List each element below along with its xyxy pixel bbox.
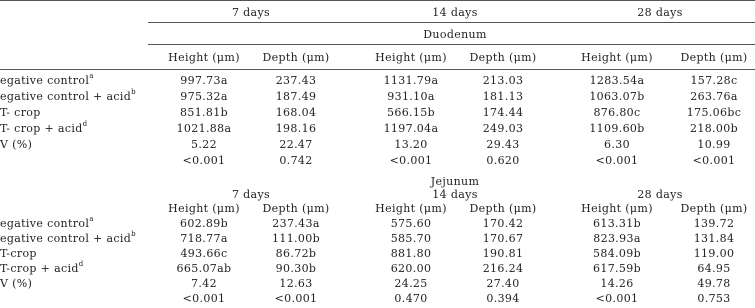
days-header-28: 28 days [637, 188, 683, 201]
table-cell: 7.42 [191, 277, 217, 290]
table-cell: 566.15b [387, 106, 435, 119]
table-cell: 22.47 [279, 138, 313, 151]
row-label: V (%) [0, 277, 33, 290]
table-cell: 170.67 [482, 232, 524, 245]
days-rule [148, 22, 755, 23]
days-header-14: 14 days [432, 6, 478, 19]
table-cell: 613.31b [593, 217, 641, 230]
table-cell: 0.620 [486, 154, 520, 167]
table-cell: 237.43a [272, 217, 320, 230]
days-header-7: 7 days [231, 188, 271, 201]
table-cell: 0.753 [697, 292, 731, 305]
table-cell: 1109.60b [589, 122, 645, 135]
row-label: egative control$^a$ [0, 72, 94, 87]
row-label: T- crop [0, 106, 41, 119]
col-header-depth-14: Depth (μm) [469, 202, 537, 215]
table-cell: 718.77a [180, 232, 228, 245]
table-cell: 216.24 [482, 262, 524, 275]
table-cell: <0.001 [692, 154, 736, 167]
table-cell: 1131.79a [383, 74, 439, 87]
top-rule [0, 0, 755, 1]
col-header-depth-14: Depth (μm) [469, 51, 537, 64]
table-cell: <0.001 [595, 154, 639, 167]
days-header-28: 28 days [637, 6, 683, 19]
col-header-height-14: Height (μm) [375, 202, 447, 215]
table-cell: <0.001 [182, 154, 226, 167]
row-label: egative control + acid$^b$ [0, 230, 136, 245]
table-cell: 584.09b [593, 247, 641, 260]
table-cell: 190.81 [482, 247, 524, 260]
table-cell: 1283.54a [589, 74, 645, 87]
table-cell: 249.03 [482, 122, 524, 135]
table-cell: 24.25 [394, 277, 428, 290]
table-cell: 0.394 [486, 292, 520, 305]
table-cell: 997.73a [180, 74, 228, 87]
table-cell: <0.001 [595, 292, 639, 305]
table-cell: 174.44 [482, 106, 524, 119]
table-cell: 218.00b [690, 122, 738, 135]
table-cell: 27.40 [486, 277, 520, 290]
section-title-jejunum: Jejunum [430, 175, 480, 188]
row-label: T-crop [0, 247, 37, 260]
table-cell: 213.03 [482, 74, 524, 87]
col-header-height-7: Height (μm) [168, 202, 240, 215]
section-rule-duodenum [148, 44, 755, 45]
col-header-depth-28: Depth (μm) [680, 51, 748, 64]
col-header-depth-28: Depth (μm) [680, 202, 748, 215]
table-cell: 14.26 [600, 277, 634, 290]
table-cell: 575.60 [390, 217, 432, 230]
table-cell: <0.001 [182, 292, 226, 305]
row-label: T-crop + acid$^d$ [0, 260, 84, 275]
col-header-depth-7: Depth (μm) [262, 51, 330, 64]
days-header-14: 14 days [432, 188, 478, 201]
table-cell: <0.001 [274, 292, 318, 305]
table-cell: 5.22 [191, 138, 217, 151]
table-cell: 157.28c [690, 74, 738, 87]
table-cell: 10.99 [697, 138, 731, 151]
table-cell: 175.06bc [686, 106, 742, 119]
col-header-height-28: Height (μm) [581, 51, 653, 64]
table-cell: 493.66c [180, 247, 228, 260]
table-cell: 975.32a [180, 90, 228, 103]
table-cell: 881.80 [390, 247, 432, 260]
table-cell: 0.470 [394, 292, 428, 305]
table-cell: 1197.04a [383, 122, 439, 135]
col-header-height-14: Height (μm) [375, 51, 447, 64]
row-label: egative control + acid$^b$ [0, 88, 136, 103]
table-cell: 665.07ab [176, 262, 232, 275]
table-cell: 119.00 [693, 247, 735, 260]
col-header-depth-7: Depth (μm) [262, 202, 330, 215]
table-cell: 620.00 [390, 262, 432, 275]
table-cell: 49.78 [697, 277, 731, 290]
row-label: egative control$^a$ [0, 215, 94, 230]
table-cell: 851.81b [180, 106, 228, 119]
col-header-height-28: Height (μm) [581, 202, 653, 215]
table-cell: 181.13 [482, 90, 524, 103]
table-cell: 170.42 [482, 217, 524, 230]
table-cell: 617.59b [593, 262, 641, 275]
row-label: V (%) [0, 138, 33, 151]
table-cell: 585.70 [390, 232, 432, 245]
days-header-7: 7 days [231, 6, 271, 19]
table-cell: 13.20 [394, 138, 428, 151]
col-header-height-7: Height (μm) [168, 51, 240, 64]
table-cell: 64.95 [697, 262, 731, 275]
table-cell: 187.49 [275, 90, 317, 103]
row-label: T- crop + acid$^d$ [0, 120, 88, 135]
table-cell: 1063.07b [589, 90, 645, 103]
table-cell: 131.84 [693, 232, 735, 245]
table-cell: 876.80c [593, 106, 641, 119]
table-cell: 237.43 [275, 74, 317, 87]
table-cell: 602.89b [180, 217, 228, 230]
table-cell: <0.001 [389, 154, 433, 167]
section-title-duodenum: Duodenum [423, 28, 487, 41]
header-rule [0, 69, 755, 70]
table-cell: 0.742 [279, 154, 313, 167]
table-cell: 29.43 [486, 138, 520, 151]
table-cell: 1021.88a [176, 122, 232, 135]
table-cell: 931.10a [387, 90, 435, 103]
table-cell: 111.00b [272, 232, 320, 245]
table-cell: 168.04 [275, 106, 317, 119]
table-cell: 12.63 [279, 277, 313, 290]
table-cell: 139.72 [693, 217, 735, 230]
table-cell: 90.30b [275, 262, 317, 275]
table-cell: 263.76a [690, 90, 738, 103]
table-cell: 823.93a [593, 232, 641, 245]
table-cell: 6.30 [604, 138, 630, 151]
table-cell: 198.16 [275, 122, 317, 135]
table-cell: 86.72b [275, 247, 317, 260]
